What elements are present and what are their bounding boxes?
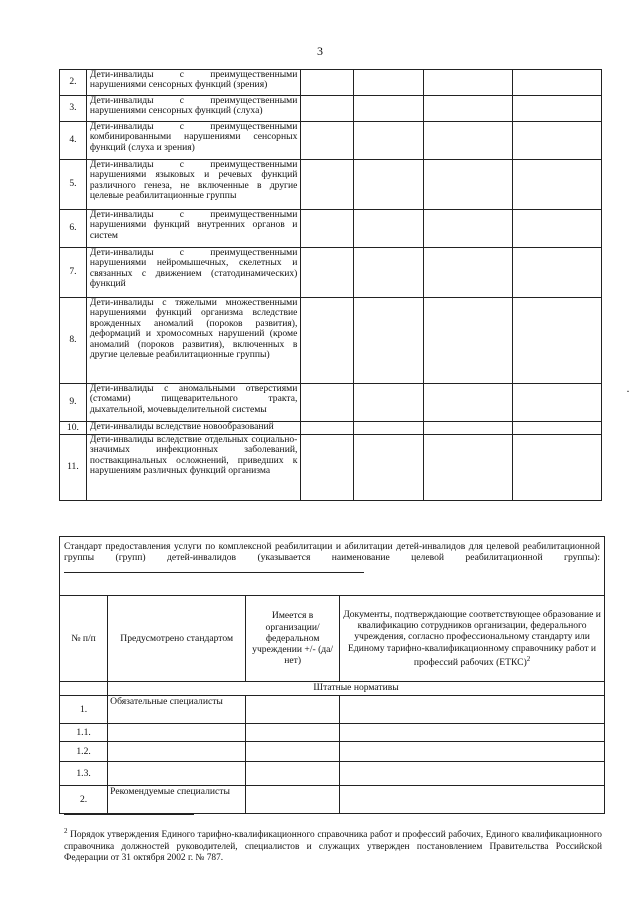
empty-cell <box>340 742 605 762</box>
row-number: 3. <box>60 96 87 122</box>
table-row <box>60 762 605 786</box>
table-row <box>60 696 605 724</box>
empty-cell <box>301 422 353 435</box>
row-label <box>108 724 246 742</box>
footnote-text: Порядок утверждения Единого тарифно-квалификационного справочника работ и профессий рабочих, Единого квалификационного справочника должностей руководителей, специалистов и служащих утвержден постановлением Правительства Российской Федерации от 31 октября 2002 г. № 787. <box>64 830 602 863</box>
empty-cell <box>512 384 601 422</box>
row-number: 5. <box>60 160 87 210</box>
empty-cell <box>301 435 353 501</box>
table-row <box>60 298 602 384</box>
row-description: Дети-инвалиды с преимущественными нарушениями функций внутренних органов и систем <box>86 210 301 248</box>
empty-cell <box>353 122 423 160</box>
group-name-blank-line <box>64 563 364 573</box>
row-number: 9. <box>60 384 87 422</box>
empty-cell <box>512 422 601 435</box>
standard-header-row <box>60 537 605 596</box>
empty-cell <box>246 762 340 786</box>
row-label: Рекомендуемые специалисты <box>108 786 246 814</box>
target-groups-table <box>59 69 602 501</box>
empty-cell <box>301 122 353 160</box>
empty-cell <box>424 122 513 160</box>
table-row <box>60 122 602 160</box>
empty-cell <box>353 384 423 422</box>
table-row <box>60 742 605 762</box>
empty-cell <box>301 298 353 384</box>
empty-cell <box>512 435 601 501</box>
table-row <box>60 422 602 435</box>
empty-cell <box>301 96 353 122</box>
row-number: 10. <box>60 422 87 435</box>
header-documents-text: Документы, подтверждающие соответствующее образование и квалификацию сотрудников организации, федерального учреждения, согласно профессиональному стандарту или Единому тарифно-квалификационному справочнику работ и профессий рабочих (ЕТКС) <box>343 608 601 668</box>
row-description: Дети-инвалиды с преимущественными нарушениями сенсорных функций (слуха) <box>86 96 301 122</box>
empty-cell <box>424 96 513 122</box>
empty-cell <box>353 160 423 210</box>
empty-cell <box>246 742 340 762</box>
row-number: 1.2. <box>60 742 108 762</box>
row-description: Дети-инвалиды с преимущественными нарушениями нейромышечных, скелетных и связанных с движением (статодинамических) функций <box>86 248 301 298</box>
empty-cell <box>246 786 340 814</box>
empty-cell <box>512 248 601 298</box>
empty-cell <box>301 384 353 422</box>
row-number: 2. <box>60 70 87 96</box>
empty-cell <box>301 248 353 298</box>
section-title: Штатные нормативы <box>108 682 605 696</box>
empty-cell <box>340 786 605 814</box>
row-number: 1.1. <box>60 724 108 742</box>
empty-cell <box>340 724 605 742</box>
table-row <box>60 70 602 96</box>
row-number: 2. <box>60 786 108 814</box>
row-description: Дети-инвалиды вследствие отдельных социально-значимых инфекционных заболеваний, поствакцинальных осложнений, приведших к нарушениям различных функций организма <box>86 435 301 501</box>
page-number: 3 <box>317 44 323 58</box>
table-row <box>60 160 602 210</box>
header-documents <box>340 596 605 682</box>
empty-cell <box>301 160 353 210</box>
row-label: Обязательные специалисты <box>108 696 246 724</box>
empty-cell <box>340 696 605 724</box>
header-available: Имеется в организации/ федеральном учреждении +/- (да/нет) <box>246 596 340 682</box>
row-label <box>108 742 246 762</box>
table-row <box>60 248 602 298</box>
empty-cell <box>301 70 353 96</box>
footnote-divider <box>64 814 194 815</box>
empty-cell <box>246 724 340 742</box>
empty-cell <box>424 384 513 422</box>
empty-cell <box>512 96 601 122</box>
empty-cell <box>353 210 423 248</box>
empty-cell <box>353 422 423 435</box>
empty-cell <box>60 682 108 696</box>
empty-cell <box>353 96 423 122</box>
standard-text: Стандарт предоставления услуги по комплексной реабилитации и абилитации детей-инвалидов для целевой реабилитационной группы (групп) детей-инвалидов (указывается наименование целевой реабилитационной группы): <box>64 541 600 564</box>
table-row <box>60 96 602 122</box>
table-row <box>60 435 602 501</box>
empty-cell <box>340 762 605 786</box>
table-row <box>60 786 605 814</box>
empty-cell <box>424 70 513 96</box>
staffing-standard-table <box>59 536 605 814</box>
scan-dot: · <box>626 384 630 398</box>
empty-cell <box>424 248 513 298</box>
empty-cell <box>512 70 601 96</box>
row-number: 11. <box>60 435 87 501</box>
empty-cell <box>512 298 601 384</box>
table-row <box>60 384 602 422</box>
empty-cell <box>512 160 601 210</box>
empty-cell <box>424 435 513 501</box>
row-description: Дети-инвалиды с аномальными отверстиями (стомами) пищеварительного тракта, дыхательной, мочевыделительной системы <box>86 384 301 422</box>
empty-cell <box>512 210 601 248</box>
row-description: Дети-инвалиды с преимущественными комбинированными нарушениями сенсорных функций (слуха и зрения) <box>86 122 301 160</box>
row-number: 4. <box>60 122 87 160</box>
footnote-mark: 2 <box>64 827 68 835</box>
empty-cell <box>353 298 423 384</box>
section-row <box>60 682 605 696</box>
empty-cell <box>424 160 513 210</box>
header-provided: Предусмотрено стандартом <box>108 596 246 682</box>
empty-cell <box>301 210 353 248</box>
empty-cell <box>424 422 513 435</box>
row-number: 1.3. <box>60 762 108 786</box>
empty-cell <box>424 298 513 384</box>
empty-cell <box>353 70 423 96</box>
row-number: 7. <box>60 248 87 298</box>
column-header-row <box>60 596 605 682</box>
empty-cell <box>424 210 513 248</box>
row-description: Дети-инвалиды с преимущественными нарушениями языковых и речевых функций различного генеза, не включенные в другие целевые реабилитационные группы <box>86 160 301 210</box>
empty-cell <box>512 122 601 160</box>
footnote-ref: 2 <box>526 654 531 663</box>
footnote <box>64 826 602 864</box>
row-number: 1. <box>60 696 108 724</box>
table-row <box>60 210 602 248</box>
table-row <box>60 724 605 742</box>
header-number: № п/п <box>60 596 108 682</box>
empty-cell <box>246 696 340 724</box>
row-description: Дети-инвалиды с преимущественными нарушениями сенсорных функций (зрения) <box>86 70 301 96</box>
row-number: 6. <box>60 210 87 248</box>
standard-cell <box>60 537 605 596</box>
row-number: 8. <box>60 298 87 384</box>
row-label <box>108 762 246 786</box>
row-description: Дети-инвалиды с тяжелыми множественными нарушениями функций организма вследствие врожденных аномалий (пороков развития), деформаций и хромосомных нарушений (кроме аномалий (пороков развития), включенных в другие целевые реабилитационные группы) <box>86 298 301 384</box>
empty-cell <box>353 248 423 298</box>
empty-cell <box>353 435 423 501</box>
row-description: Дети-инвалиды вследствие новообразований <box>86 422 301 435</box>
